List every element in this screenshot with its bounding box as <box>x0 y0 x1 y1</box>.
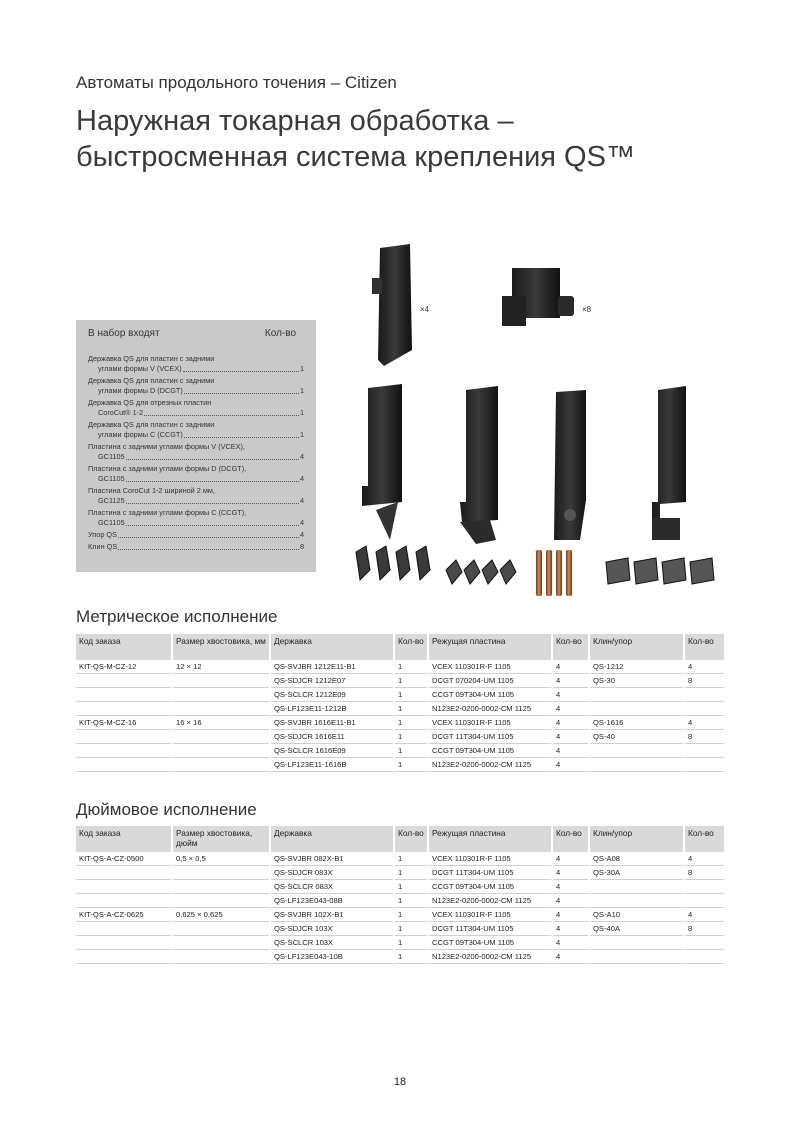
table-cell: 1 <box>394 922 428 936</box>
table-cell <box>172 730 270 744</box>
table-cell <box>76 922 172 936</box>
table-row <box>76 660 724 674</box>
table-cell <box>589 950 684 964</box>
table-cell: DCGT 11T304-UM 1105 <box>428 866 552 880</box>
table-cell <box>684 894 724 908</box>
table-cell: N123E2-0200-0002-CM 1125 <box>428 758 552 772</box>
table-row <box>76 758 724 772</box>
table-cell <box>76 688 172 702</box>
table-cell: 4 <box>552 744 589 758</box>
column-header: Кол-во <box>394 826 428 852</box>
table-cell: 4 <box>552 894 589 908</box>
table-cell <box>684 936 724 950</box>
table-cell: 4 <box>552 936 589 950</box>
table-cell: 16 × 16 <box>172 716 270 730</box>
kit-item-qty: 4 <box>299 518 304 527</box>
table-cell <box>172 702 270 716</box>
table-cell: QS-1616 <box>589 716 684 730</box>
table-cell: 1 <box>394 660 428 674</box>
table-cell: 4 <box>552 880 589 894</box>
table-cell: QS-SVJBR 1616E11-B1 <box>270 716 394 730</box>
kit-item-qty: 8 <box>299 542 304 551</box>
table-row <box>76 908 724 922</box>
table-cell <box>172 688 270 702</box>
table-cell: QS-SVJBR 102X-B1 <box>270 908 394 922</box>
column-header: Режущая пластина <box>428 826 552 852</box>
table-cell <box>76 730 172 744</box>
table-cell: N123E2-0200-0002-CM 1125 <box>428 894 552 908</box>
table-cell: 0,625 × 0,625 <box>172 908 270 922</box>
kit-item <box>88 354 304 374</box>
table-cell: 4 <box>552 852 589 866</box>
table-cell <box>76 866 172 880</box>
table-cell: QS-SCLCR 1212E09 <box>270 688 394 702</box>
kit-item <box>88 376 304 396</box>
kit-item <box>88 542 304 552</box>
column-header: Размер хвостовика, мм <box>172 634 270 660</box>
kit-heading: В набор входят <box>88 328 160 339</box>
kit-item-qty: 4 <box>299 496 304 505</box>
table-cell: 4 <box>552 866 589 880</box>
kit-item-line1: Пластина с задними углами формы C (CCGT), <box>88 508 247 517</box>
table-cell <box>172 758 270 772</box>
table-row <box>76 688 724 702</box>
table-cell: 1 <box>394 674 428 688</box>
table-row <box>76 922 724 936</box>
kit-item <box>88 398 304 418</box>
dot-leader <box>184 430 299 438</box>
clamp-multiplier: ×8 <box>582 305 592 314</box>
table-row <box>76 702 724 716</box>
table-cell: 8 <box>684 730 724 744</box>
table-cell: QS-SDJCR 1616E11 <box>270 730 394 744</box>
holder-sclcr-image <box>652 386 686 540</box>
table-cell: VCEX 110301R-F 1105 <box>428 908 552 922</box>
kit-list <box>88 354 304 554</box>
dot-leader <box>126 518 299 526</box>
table-cell: 4 <box>552 758 589 772</box>
table-cell <box>684 880 724 894</box>
column-header: Режущая пластина <box>428 634 552 660</box>
table-cell: QS-LF123E043-08B <box>270 894 394 908</box>
inch-table <box>76 826 724 964</box>
clamp-image <box>502 268 574 326</box>
dot-leader <box>118 530 299 538</box>
kit-item-qty: 1 <box>299 408 304 417</box>
table-cell: 1 <box>394 866 428 880</box>
table-cell: 4 <box>684 852 724 866</box>
kit-item-line1: Державка QS для пластин с задними <box>88 376 215 385</box>
table-cell: KIT-QS-M-CZ-16 <box>76 716 172 730</box>
table-cell <box>589 880 684 894</box>
column-header: Код заказа <box>76 826 172 852</box>
table-cell: N123E2-0200-0002-CM 1125 <box>428 702 552 716</box>
kit-item-line2: углами формы C (CCGT) <box>98 430 183 439</box>
table-cell: VCEX 110301R-F 1105 <box>428 660 552 674</box>
table-header-row <box>76 826 724 852</box>
table-cell: KIT-QS-A-CZ-0625 <box>76 908 172 922</box>
kit-item-line1: Державка QS для пластин с задними <box>88 354 215 363</box>
table-row <box>76 716 724 730</box>
table-cell: 4 <box>684 660 724 674</box>
holder-sdjcr-image <box>460 386 498 544</box>
dot-leader <box>144 408 299 416</box>
column-header: Державка <box>270 634 394 660</box>
table-cell: 4 <box>552 922 589 936</box>
kit-item-line2: Клин QS <box>88 542 118 551</box>
table-cell: QS-40A <box>589 922 684 936</box>
kit-item-line1: Пластина CoroCut 1-2 шириной 2 мм, <box>88 486 215 495</box>
column-header: Кол-во <box>684 634 724 660</box>
table-cell: VCEX 110301R-F 1105 <box>428 852 552 866</box>
table-cell: DCGT 070204-UM 1105 <box>428 674 552 688</box>
page-title <box>76 103 635 175</box>
table-cell <box>172 744 270 758</box>
table-cell: 4 <box>552 730 589 744</box>
inserts-vcex-image <box>356 546 430 580</box>
table-cell <box>172 674 270 688</box>
table-cell: 1 <box>394 688 428 702</box>
table-cell: QS-A10 <box>589 908 684 922</box>
table-cell: QS-LF123E11-1616B <box>270 758 394 772</box>
table-cell <box>589 758 684 772</box>
metric-section-title: Метрическое исполнение <box>76 607 278 626</box>
kit-contents-box <box>76 320 316 572</box>
table-cell <box>76 936 172 950</box>
table-cell: QS-30A <box>589 866 684 880</box>
kit-item-qty: 1 <box>299 430 304 439</box>
table-cell: 8 <box>684 922 724 936</box>
inserts-dcgt-image <box>446 560 516 584</box>
table-cell: N123E2-0200-0002-CM 1125 <box>428 950 552 964</box>
table-cell <box>589 702 684 716</box>
table-cell <box>172 894 270 908</box>
table-cell: 1 <box>394 950 428 964</box>
kit-item-line2: Упор QS <box>88 530 117 539</box>
kit-item-qty: 1 <box>299 364 304 373</box>
kit-item-qty: 4 <box>299 452 304 461</box>
inserts-ccgt-image <box>606 558 714 584</box>
table-cell: 4 <box>684 716 724 730</box>
kit-item-line2: углами формы D (DCGT) <box>98 386 183 395</box>
kit-item-line2: GC1105 <box>98 518 125 527</box>
table-cell: QS-SVJBR 1212E11-B1 <box>270 660 394 674</box>
column-header: Клин/упор <box>589 826 684 852</box>
dot-leader <box>126 474 299 482</box>
table-cell: 8 <box>684 866 724 880</box>
dot-leader <box>184 386 299 394</box>
table-cell <box>172 950 270 964</box>
kit-item <box>88 420 304 440</box>
column-header: Кол-во <box>684 826 724 852</box>
kit-item-qty: 4 <box>299 474 304 483</box>
page-title-line-1: Наружная токарная обработка – <box>76 105 514 137</box>
table-cell <box>172 880 270 894</box>
table-cell: QS-SDJCR 083X <box>270 866 394 880</box>
table-cell: QS-SCLCR 083X <box>270 880 394 894</box>
kit-item-qty: 4 <box>299 530 304 539</box>
column-header: Державка <box>270 826 394 852</box>
table-row <box>76 936 724 950</box>
kit-item-line2: углами формы V (VCEX) <box>98 364 182 373</box>
dot-leader <box>126 496 299 504</box>
table-row <box>76 950 724 964</box>
table-cell: KIT-QS-M-CZ-12 <box>76 660 172 674</box>
table-cell <box>589 936 684 950</box>
table-cell <box>684 744 724 758</box>
table-cell <box>684 758 724 772</box>
table-cell <box>589 688 684 702</box>
table-cell: KIT-QS-A-CZ-0500 <box>76 852 172 866</box>
table-cell <box>684 702 724 716</box>
table-row <box>76 894 724 908</box>
table-cell <box>76 744 172 758</box>
table-cell: QS-SCLCR 103X <box>270 936 394 950</box>
table-cell: CCGT 09T304-UM 1105 <box>428 744 552 758</box>
table-row <box>76 744 724 758</box>
table-cell <box>76 758 172 772</box>
kit-item <box>88 530 304 540</box>
table-cell <box>76 674 172 688</box>
table-cell <box>684 950 724 964</box>
inch-section-title: Дюймовое исполнение <box>76 800 257 819</box>
dot-leader <box>118 542 299 550</box>
page-title-line-2: быстросменная система крепления QS™ <box>76 141 635 173</box>
table-cell: QS-SDJCR 103X <box>270 922 394 936</box>
table-cell <box>76 702 172 716</box>
kit-item-line1: Пластина с задними углами формы V (VCEX), <box>88 442 245 451</box>
table-cell: QS-SVJBR 082X-B1 <box>270 852 394 866</box>
column-header: Клин/упор <box>589 634 684 660</box>
table-cell <box>76 950 172 964</box>
table-cell: 4 <box>552 908 589 922</box>
table-row <box>76 866 724 880</box>
kit-item-line1: Пластина с задними углами формы D (DCGT), <box>88 464 247 473</box>
kit-item-line2: GC1105 <box>98 452 125 461</box>
table-cell: DCGT 11T304-UM 1105 <box>428 730 552 744</box>
table-cell: CCGT 09T304-UM 1105 <box>428 688 552 702</box>
table-cell: 4 <box>552 716 589 730</box>
table-cell: VCEX 110301R-F 1105 <box>428 716 552 730</box>
table-cell: QS-A08 <box>589 852 684 866</box>
holder-svjbr-image <box>362 384 402 540</box>
kit-item-line2: GC1105 <box>98 474 125 483</box>
table-cell: 4 <box>552 660 589 674</box>
table-cell: QS-LF123E11-1212B <box>270 702 394 716</box>
kit-item-line2: GC1125 <box>98 496 125 505</box>
table-cell: CCGT 09T304-UM 1105 <box>428 936 552 950</box>
table-cell <box>76 880 172 894</box>
table-cell: 4 <box>552 688 589 702</box>
table-cell <box>172 866 270 880</box>
table-cell: CCGT 09T304-UM 1105 <box>428 880 552 894</box>
table-cell: 1 <box>394 880 428 894</box>
dot-leader <box>126 452 299 460</box>
kit-item-qty: 1 <box>299 386 304 395</box>
table-cell <box>172 936 270 950</box>
table-cell: 1 <box>394 744 428 758</box>
kit-item-line1: Державка QS для отрезных пластин <box>88 398 212 407</box>
table-cell: QS-40 <box>589 730 684 744</box>
kit-header <box>88 328 304 339</box>
table-row <box>76 730 724 744</box>
table-row <box>76 674 724 688</box>
column-header: Кол-во <box>394 634 428 660</box>
kit-item <box>88 464 304 484</box>
table-cell <box>589 744 684 758</box>
table-cell: QS-SCLCR 1616E09 <box>270 744 394 758</box>
metric-table <box>76 634 724 772</box>
table-cell: QS-1212 <box>589 660 684 674</box>
table-cell: 4 <box>552 950 589 964</box>
column-header: Код заказа <box>76 634 172 660</box>
kit-item <box>88 508 304 528</box>
inserts-corocut-image <box>536 550 572 596</box>
table-cell <box>76 894 172 908</box>
table-cell: 1 <box>394 730 428 744</box>
table-cell: 4 <box>552 702 589 716</box>
table-cell <box>172 922 270 936</box>
product-images <box>340 240 720 610</box>
table-cell: QS-SDJCR 1212E07 <box>270 674 394 688</box>
table-cell: 1 <box>394 894 428 908</box>
table-cell: 4 <box>552 674 589 688</box>
column-header: Кол-во <box>552 826 589 852</box>
table-cell: 1 <box>394 936 428 950</box>
table-header-row <box>76 634 724 660</box>
holder-multiplier: ×4 <box>420 305 430 314</box>
table-cell: 1 <box>394 716 428 730</box>
supertitle: Автоматы продольного точения – Citizen <box>76 73 397 92</box>
kit-qty-heading: Кол-во <box>264 328 296 339</box>
holder-lf123-image <box>554 390 586 540</box>
table-cell <box>684 688 724 702</box>
holder-blank-image <box>372 244 412 366</box>
table-cell: 1 <box>394 702 428 716</box>
table-row <box>76 880 724 894</box>
table-cell: 4 <box>684 908 724 922</box>
table-cell: QS-LF123E043-10B <box>270 950 394 964</box>
table-cell: 12 × 12 <box>172 660 270 674</box>
column-header: Размер хвостовика, дюйм <box>172 826 270 852</box>
kit-item-line2: CoroCut® 1-2 <box>98 408 144 417</box>
column-header: Кол-во <box>552 634 589 660</box>
table-cell: DCGT 11T304-UM 1105 <box>428 922 552 936</box>
table-row <box>76 852 724 866</box>
table-cell: 8 <box>684 674 724 688</box>
kit-item <box>88 442 304 462</box>
table-cell <box>589 894 684 908</box>
dot-leader <box>183 364 299 372</box>
table-cell: 1 <box>394 758 428 772</box>
kit-item-line1: Державка QS для пластин с задними <box>88 420 215 429</box>
table-cell: 1 <box>394 852 428 866</box>
table-cell: 0,5 × 0,5 <box>172 852 270 866</box>
table-cell: QS-30 <box>589 674 684 688</box>
page-number: 18 <box>393 1076 407 1088</box>
kit-item <box>88 486 304 506</box>
table-cell: 1 <box>394 908 428 922</box>
